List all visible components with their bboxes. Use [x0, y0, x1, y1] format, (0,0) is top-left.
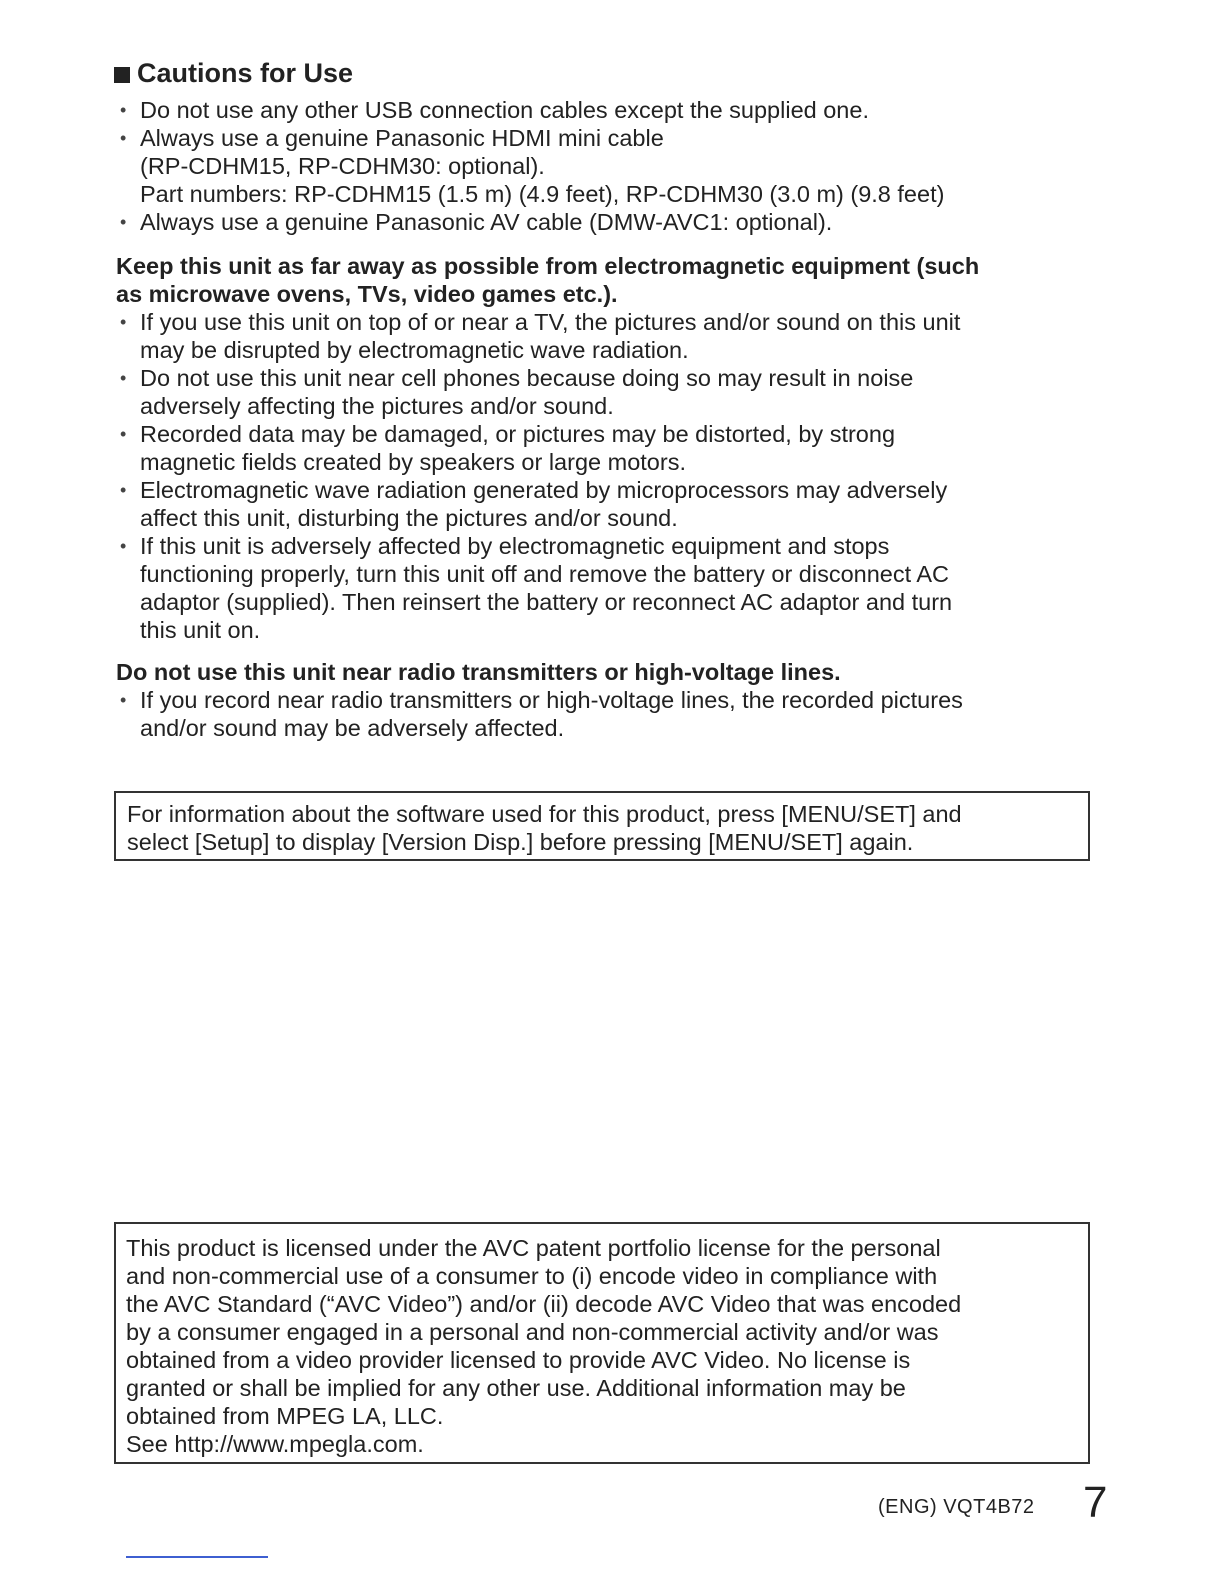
list-item-line: Part numbers: RP-CDHM15 (1.5 m) (4.9 feet), RP-CDHM30 (3.0 m) (9.8 feet) — [140, 181, 945, 207]
edge-divider — [126, 1556, 268, 1558]
list-item — [116, 532, 1096, 644]
list-item-line: • Do not use any other USB connection cables except the supplied one. — [140, 97, 869, 123]
list-item — [116, 208, 1096, 236]
list-item-line: adversely affecting the pictures and/or sound. — [140, 393, 614, 419]
radio-list — [116, 686, 1096, 742]
list-item-line: affect this unit, disturbing the pictures and/or sound. — [140, 505, 678, 531]
license-line: and non-commercial use of a consumer to (i) encode video in compliance with — [126, 1263, 938, 1289]
list-item — [116, 476, 1096, 532]
list-item — [116, 124, 1096, 208]
list-item — [116, 308, 1096, 364]
license-line: granted or shall be implied for any other use. Additional information may be — [126, 1375, 906, 1401]
list-item — [116, 686, 1096, 742]
list-item-line: functioning properly, turn this unit off and remove the battery or disconnect AC — [140, 561, 950, 587]
document-code: (ENG) VQT4B72 — [878, 1496, 1035, 1518]
list-item-line: may be disrupted by electromagnetic wave radiation. — [140, 337, 689, 363]
square-bullet-icon — [114, 67, 130, 83]
page-number: 7 — [1083, 1478, 1108, 1527]
list-item-line: • If this unit is adversely affected by electromagnetic equipment and stops — [140, 533, 890, 559]
license-line: obtained from MPEG LA, LLC. — [126, 1403, 444, 1429]
cautions-heading — [114, 58, 353, 89]
list-item-line: adaptor (supplied). Then reinsert the battery or reconnect AC adaptor and turn — [140, 589, 953, 615]
list-item-line: (RP-CDHM15, RP-CDHM30: optional). — [140, 153, 545, 179]
radio-heading: Do not use this unit near radio transmitters or high-voltage lines. — [116, 659, 841, 685]
license-line: obtained from a video provider licensed to provide AVC Video. No license is — [126, 1347, 911, 1373]
cautions-section — [116, 96, 1096, 236]
list-item-line: • Always use a genuine Panasonic AV cable (DMW-AVC1: optional). — [140, 209, 833, 235]
electromagnetic-heading: Keep this unit as far away as possible from electromagnetic equipment (such as microwave ovens, TVs, video games etc.). — [116, 253, 980, 307]
license-line: the AVC Standard (“AVC Video”) and/or (ii) decode AVC Video that was encoded — [126, 1291, 962, 1317]
list-item-line: • Electromagnetic wave radiation generated by microprocessors may adversely — [140, 477, 948, 503]
license-url-line: See http://www.mpegla.com. — [126, 1431, 424, 1457]
software-info-line: select [Setup] to display [Version Disp.] before pressing [MENU/SET] again. — [127, 829, 914, 855]
list-item-line: • Always use a genuine Panasonic HDMI mini cable — [140, 125, 664, 151]
radio-section — [116, 658, 1096, 742]
list-item-line: • If you record near radio transmitters or high-voltage lines, the recorded pictures — [140, 687, 963, 713]
list-item-line: • Recorded data may be damaged, or pictures may be distorted, by strong — [140, 421, 896, 447]
software-info-line: For information about the software used for this product, press [MENU/SET] and — [127, 801, 962, 827]
license-line: by a consumer engaged in a personal and non-commercial activity and/or was — [126, 1319, 939, 1345]
license-line: This product is licensed under the AVC patent portfolio license for the personal — [126, 1235, 941, 1261]
cautions-list — [116, 96, 1096, 236]
list-item-line: • Do not use this unit near cell phones because doing so may result in noise — [140, 365, 914, 391]
list-item-line: • If you use this unit on top of or near a TV, the pictures and/or sound on this unit — [140, 309, 961, 335]
list-item-line: this unit on. — [140, 617, 261, 643]
list-item — [116, 96, 1096, 124]
software-info-box — [114, 791, 1090, 861]
list-item-line: magnetic fields created by speakers or large motors. — [140, 449, 686, 475]
list-item-line: and/or sound may be adversely affected. — [140, 715, 565, 741]
cautions-title: Cautions for Use — [137, 58, 354, 88]
electromagnetic-section — [116, 252, 1096, 644]
list-item — [116, 420, 1096, 476]
avc-license-box — [114, 1222, 1090, 1464]
electromagnetic-list — [116, 308, 1096, 644]
list-item — [116, 364, 1096, 420]
